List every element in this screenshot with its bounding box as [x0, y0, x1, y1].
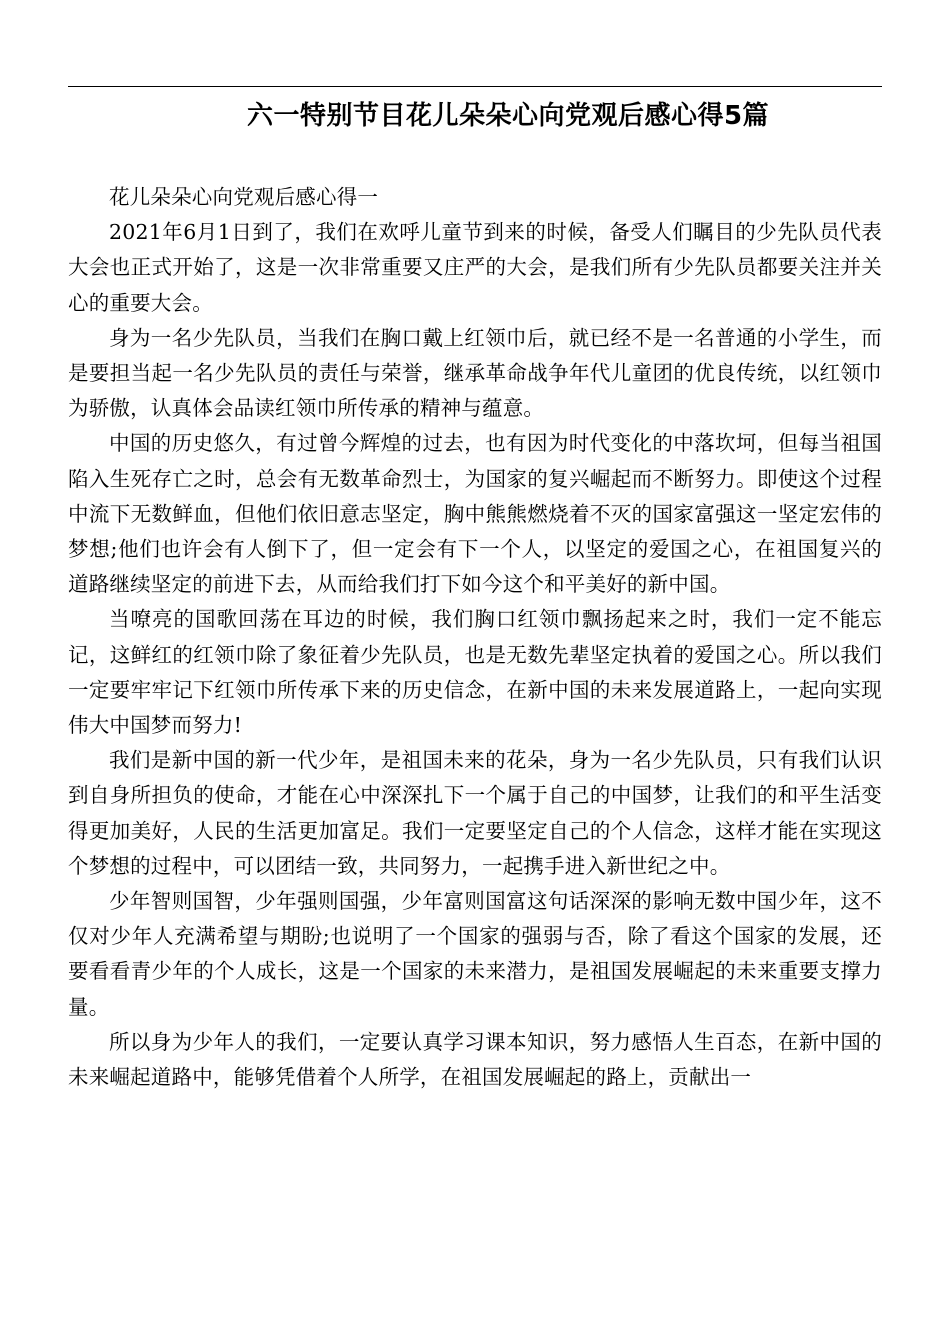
paragraph: 中国的历史悠久，有过曾今辉煌的过去，也有因为时代变化的中落坎坷，但每当祖国陷入生死存亡之时，总会有无数革命烈士，为国家的复兴崛起而不断努力。即使这个过程中流下无数鲜血，但他们依旧意志坚定，胸中熊熊燃烧着不灭的国家富强这一坚定宏伟的梦想;他们也许会有人倒下了，但一定会有下一个人，以坚定的爱国之心，在祖国复兴的道路继续坚定的前进下去，从而给我们打下如今这个和平美好的新中国。	[68, 431, 882, 597]
header-rule	[68, 86, 882, 87]
paragraph: 身为一名少先队员，当我们在胸口戴上红领巾后，就已经不是一名普通的小学生，而是要担当起一名少先队员的责任与荣誉，继承革命战争年代儿童团的优良传统，以红领巾为骄傲，认真体会品读红领巾所传承的精神与蕴意。	[68, 325, 882, 421]
paragraph: 我们是新中国的新一代少年，是祖国未来的花朵，身为一名少先队员，只有我们认识到自身所担负的使命，才能在心中深深扎下一个属于自己的中国梦，让我们的和平生活变得更加美好，人民的生活更加富足。我们一定要坚定自己的个人信念，这样才能在实现这个梦想的过程中，可以团结一致，共同努力，一起携手进入新世纪之中。	[68, 748, 882, 878]
paragraph: 2021年6月1日到了，我们在欢呼儿童节到来的时候，备受人们瞩目的少先队员代表大会也正式开始了，这是一次非常重要又庄严的大会，是我们所有少先队员都要关注并关心的重要大会。	[68, 220, 882, 315]
paragraph: 少年智则国智，少年强则国强，少年富则国富这句话深深的影响无数中国少年，这不仅对少年人充满希望与期盼;也说明了一个国家的强弱与否，除了看这个国家的发展，还要看看青少年的个人成长，这是一个国家的未来潜力，是祖国发展崛起的未来重要支撑力量。	[68, 889, 882, 1019]
paragraph: 当嘹亮的国歌回荡在耳边的时候，我们胸口红领巾飘扬起来之时，我们一定不能忘记，这鲜红的红领巾除了象征着少先队员，也是无数先辈坚定执着的爱国之心。所以我们一定要牢牢记下红领巾所传承下来的历史信念，在新中国的未来发展道路上，一起向实现伟大中国梦而努力!	[68, 607, 882, 738]
document-body	[68, 180, 882, 1095]
document-title: 六一特别节目花儿朵朵心向党观后感心得5篇	[246, 101, 770, 131]
section-heading: 花儿朵朵心向党观后感心得一	[109, 185, 379, 209]
paragraph: 所以身为少年人的我们，一定要认真学习课本知识，努力感悟人生百态，在新中国的未来崛起道路中，能够凭借着个人所学，在祖国发展崛起的路上，贡献出一	[68, 1029, 882, 1090]
